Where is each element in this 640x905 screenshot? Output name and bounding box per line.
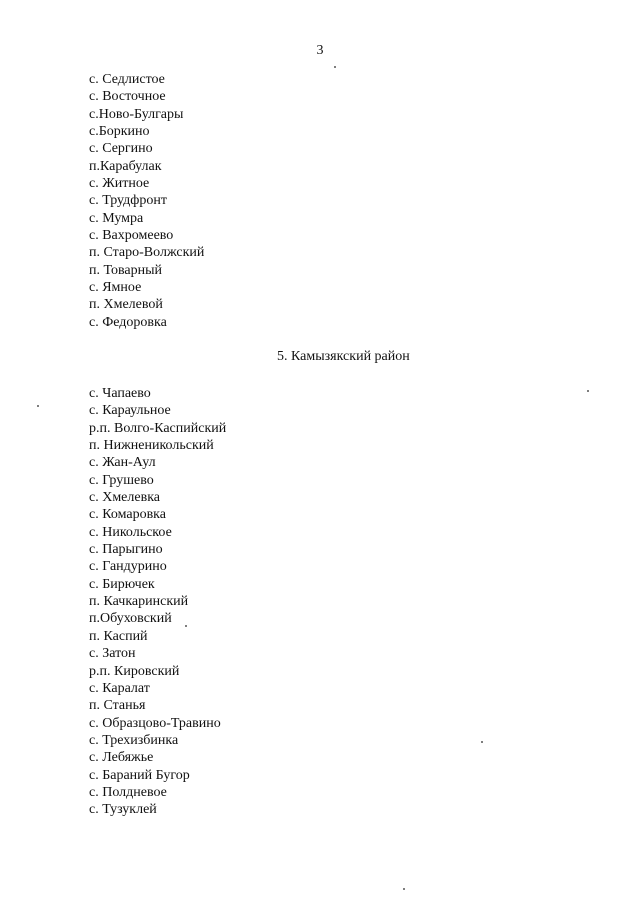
- list-item: п.Обуховский: [89, 611, 172, 627]
- list-item: п. Хмелевой: [89, 297, 163, 313]
- settlement-list-1: [89, 71, 204, 331]
- list-item: с. Парыгино: [89, 542, 163, 558]
- list-item: с. Хмелевка: [89, 490, 161, 506]
- list-item: с. Трехизбинка: [89, 732, 179, 748]
- list-item: с. Мумра: [89, 210, 144, 226]
- list-item: с.Боркино: [89, 124, 150, 140]
- list-item: с. Бараний Бугор: [89, 767, 190, 783]
- settlement-list-2: [89, 385, 226, 819]
- list-item: п. Товарный: [89, 262, 163, 278]
- list-item: с.Ново-Булгары: [89, 106, 184, 122]
- list-item: с. Грушево: [89, 472, 154, 488]
- scan-speck: [37, 405, 39, 407]
- list-item: с. Тузуклей: [89, 802, 157, 818]
- list-item: с. Караульное: [89, 403, 171, 419]
- scan-speck: [403, 888, 405, 890]
- list-item: р.п. Кировский: [89, 663, 180, 679]
- list-item: п. Качкаринский: [89, 594, 189, 610]
- list-item: с. Образцово-Травино: [89, 715, 221, 731]
- list-item: с. Полдневое: [89, 784, 167, 800]
- scan-speck: [185, 625, 187, 627]
- section-heading: 5. Камызякский район: [277, 349, 410, 364]
- list-item: с. Вахромеево: [89, 228, 174, 244]
- scan-speck: [334, 66, 336, 68]
- list-item: с. Гандурино: [89, 559, 167, 575]
- scan-speck: [587, 390, 589, 392]
- list-item: с. Федоровка: [89, 314, 167, 330]
- list-item: п. Нижненикольский: [89, 438, 214, 454]
- list-item: с. Восточное: [89, 89, 166, 105]
- list-item: р.п. Волго-Каспийский: [89, 420, 227, 436]
- list-item: с. Каралат: [89, 680, 150, 696]
- list-item: п. Станья: [89, 698, 146, 714]
- list-item: с. Трудфронт: [89, 193, 167, 209]
- list-item: п. Старо-Волжский: [89, 245, 205, 261]
- list-item: с. Ямное: [89, 280, 142, 296]
- list-item: с. Седлистое: [89, 72, 165, 87]
- list-item: с. Затон: [89, 646, 136, 662]
- list-item: с. Комаровка: [89, 507, 166, 523]
- list-item: с. Сергино: [89, 141, 153, 157]
- page-number: 3: [316, 43, 324, 58]
- list-item: п.Карабулак: [89, 158, 162, 174]
- list-item: с. Жан-Аул: [89, 455, 156, 471]
- list-item: с. Лебяжье: [89, 750, 154, 766]
- list-item: с. Никольское: [89, 524, 172, 540]
- list-item: с. Чапаево: [89, 386, 151, 401]
- list-item: с. Бирючек: [89, 576, 155, 592]
- scan-speck: [481, 741, 483, 743]
- list-item: с. Житное: [89, 176, 150, 192]
- list-item: п. Каспий: [89, 628, 148, 644]
